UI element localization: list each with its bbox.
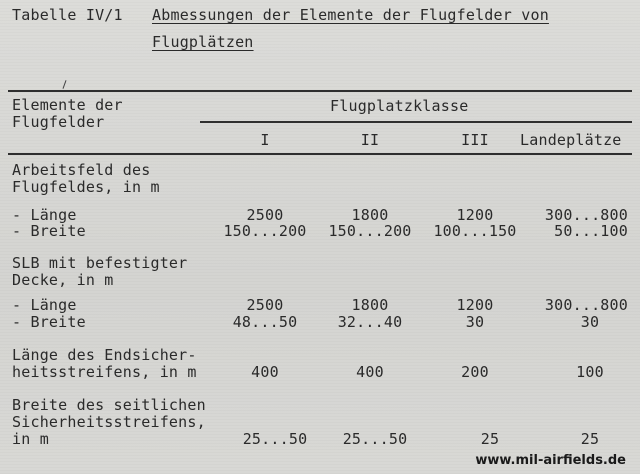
row2-sub1-val1: 2500 (246, 296, 284, 314)
row3-label-line1: Länge des Endsicher- (12, 346, 197, 364)
row2-sub2-val4: 30 (580, 313, 600, 331)
elements-header-line2: Flugfelder (12, 113, 105, 131)
row1-sub2-val3: 100...150 (433, 222, 517, 240)
table-id: Tabelle IV/1 (12, 6, 123, 24)
row4-val4: 25 (580, 430, 600, 448)
class-header-1: I (260, 131, 270, 149)
row3-val4: 100 (576, 363, 604, 381)
elements-header-line1: Elemente der (12, 96, 123, 114)
watermark: www.mil-airfields.de (475, 453, 626, 468)
class-header-2: II (360, 131, 380, 149)
row3-label-line2: heitsstreifens, in m (12, 363, 197, 381)
row1-label-line1: Arbeitsfeld des (12, 161, 151, 179)
row4-label-line1: Breite des seitlichen (12, 396, 206, 414)
scan-mark (62, 80, 66, 89)
row2-sub2-val3: 30 (465, 313, 485, 331)
row1-label-line2: Flugfeldes, in m (12, 178, 160, 196)
row2-label-line2: Decke, in m (12, 271, 114, 289)
row2-sub2-val2: 32...40 (337, 313, 403, 331)
row1-sub1-val1: 2500 (246, 206, 284, 224)
row2-sub2-val1: 48...50 (232, 313, 298, 331)
row3-val3: 200 (461, 363, 489, 381)
row1-sub2-val1: 150...200 (223, 222, 307, 240)
row1-sub2-label: - Breite (12, 222, 86, 240)
row2-sub1-val2: 1800 (351, 296, 389, 314)
row1-sub1-label: - Länge (12, 206, 77, 224)
table-title-line2: Flugplätzen (152, 33, 254, 51)
row2-sub1-val4: 300...800 (544, 296, 628, 314)
row2-sub1-val3: 1200 (456, 296, 494, 314)
row2-sub2-label: - Breite (12, 313, 86, 331)
class-header-3: III (461, 131, 489, 149)
row4-val3: 25 (480, 430, 500, 448)
table-header-rule (8, 153, 632, 155)
row3-val2: 400 (356, 363, 384, 381)
row2-sub1-label: - Länge (12, 296, 77, 314)
row4-label-line3: in m (12, 430, 49, 448)
row1-sub1-val4: 300...800 (544, 206, 628, 224)
class-header-4: Landeplätze (520, 131, 622, 149)
table-title-line1: Abmessungen der Elemente der Flugfelder von (152, 6, 549, 24)
group-header-rule (200, 121, 632, 123)
row1-sub2-val2: 150...200 (328, 222, 412, 240)
row2-label-line1: SLB mit befestigter (12, 254, 188, 272)
table-top-rule (8, 90, 632, 92)
row4-val1: 25...50 (242, 430, 308, 448)
row3-val1: 400 (251, 363, 279, 381)
row4-val2: 25...50 (342, 430, 408, 448)
group-header: Flugplatzklasse (330, 97, 469, 115)
row4-label-line2: Sicherheitsstreifens, (12, 413, 206, 431)
row1-sub1-val3: 1200 (456, 206, 494, 224)
row1-sub2-val4: 50...100 (554, 222, 628, 240)
row1-sub1-val2: 1800 (351, 206, 389, 224)
